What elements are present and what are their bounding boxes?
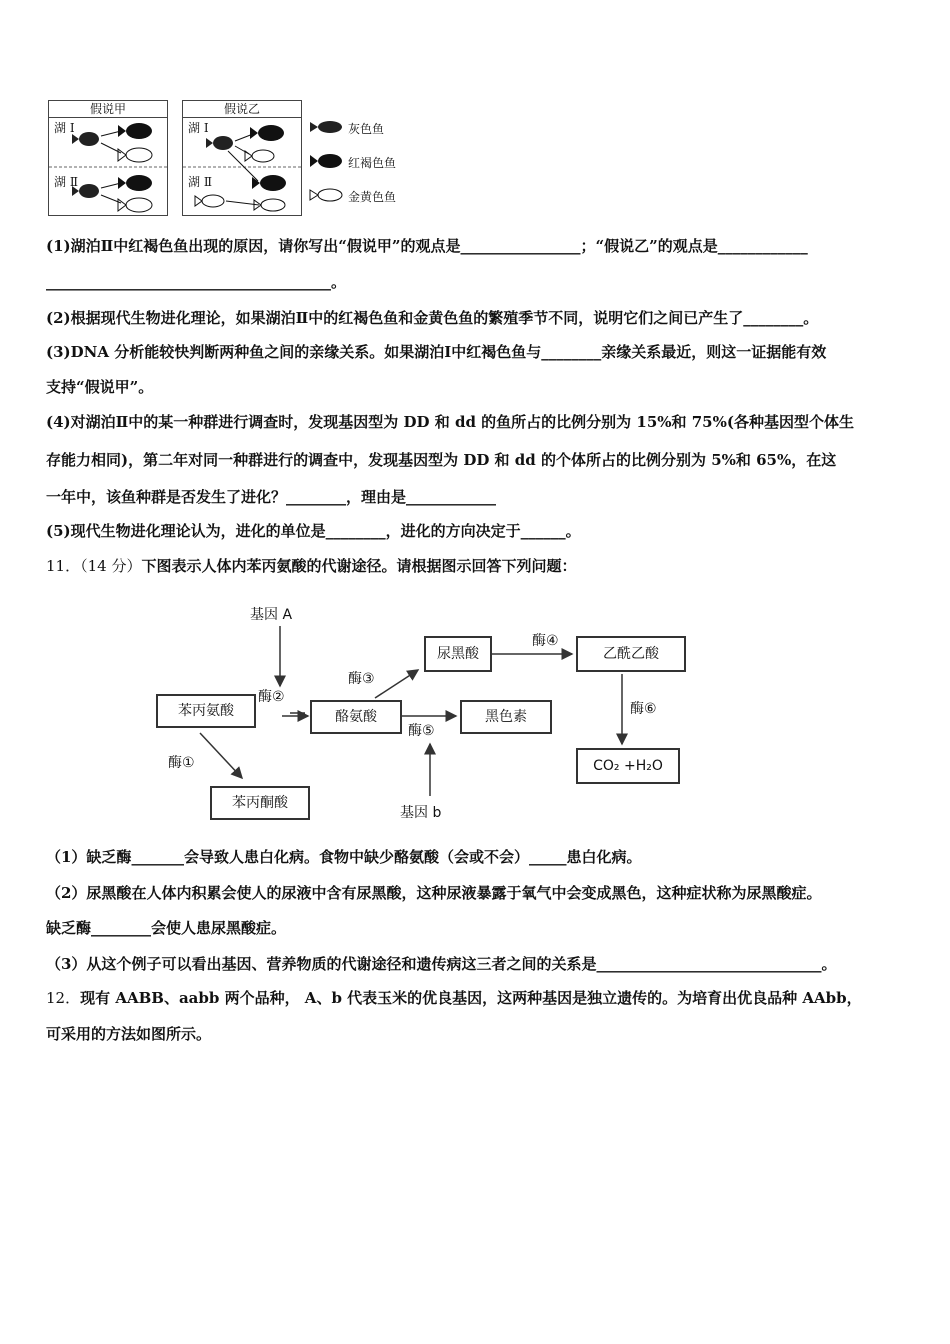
q11-part2-line-a: （2）尿黑酸在人体内积累会使人的尿液中含有尿黑酸，这种尿液暴露于氧气中会变成黑色，这种症状称为尿黑酸症。: [46, 884, 822, 902]
gene-b-label: 基因 b: [400, 805, 442, 821]
q12-text-a: 现有 AABB、aabb 两个品种， A、b 代表玉米的优良基因，这两种基因是独立遗传的。为培育出优良品种 AAbb，: [80, 989, 862, 1007]
golden-fish-icon: [245, 150, 274, 162]
red-brown-fish-icon: [310, 154, 342, 168]
enzyme-5-label: 酶⑤: [408, 723, 435, 739]
tyrosine-box: 酪氨酸: [310, 700, 402, 734]
hypothesis-b-title: 假说乙: [183, 101, 301, 118]
hypothesis-a-drawing: [49, 101, 167, 215]
q10-part4-line-c: 一年中，该鱼种群是否发生了进化？________，理由是____________: [46, 488, 497, 506]
legend-red-brown-fish: 红褐色鱼: [348, 156, 397, 170]
legend-gray-fish: 灰色鱼: [348, 122, 385, 136]
q10-part3-line-b: 支持“假说甲”。: [46, 378, 154, 396]
arrow-phe-to-ppa: [200, 733, 242, 778]
enzyme-3-label: 酶③: [348, 671, 375, 687]
hypothesis-b-panel: [182, 100, 302, 216]
enzyme-6-label: 酶⑥: [630, 701, 657, 717]
hypothesis-a-title: 假说甲: [49, 101, 167, 118]
gray-fish-icon: [72, 132, 99, 146]
golden-fish-icon: [310, 189, 342, 201]
q12-line-a: [46, 988, 862, 1008]
golden-fish-icon: [195, 195, 224, 207]
q11-part3: （3）从这个例子可以看出基因、营养物质的代谢途径和遗传病这三者之间的关系是______________________________。: [46, 955, 837, 973]
homogentisic-acid-box: 尿黑酸: [424, 636, 492, 672]
enzyme-2-label: 酶②: [258, 689, 285, 705]
q12-line-b: 可采用的方法如图所示。: [46, 1025, 212, 1043]
golden-fish-icon: [118, 198, 152, 212]
lake-2-label: 湖 Ⅱ: [188, 175, 212, 189]
red-brown-fish-icon: [118, 123, 152, 139]
co2-h2o-box: CO₂ +H₂O: [576, 748, 680, 784]
q11-part1: （1）缺乏酶_______会导致人患白化病。食物中缺少酪氨酸（会或不会）_____患白化病。: [46, 848, 642, 866]
q11-number: 11．（14 分）: [46, 557, 142, 575]
lake-1-label: 湖 Ⅰ: [188, 121, 209, 135]
phenylalanine-pathway-diagram: [150, 598, 710, 828]
gray-fish-icon: [72, 184, 99, 198]
melanin-box: 黑色素: [460, 700, 552, 734]
phenylalanine-box: 苯丙氨酸: [156, 694, 256, 728]
fish-hypothesis-figure: [48, 100, 428, 218]
arrow-tyr-to-hga: [375, 670, 418, 698]
gray-fish-icon: [310, 121, 342, 133]
q10-part1-line-b: ______________________________________。: [46, 273, 347, 291]
q10-part3-line-a: (3)DNA 分析能较快判断两种鱼之间的亲缘关系。如果湖泊Ⅰ中红褐色鱼与________亲缘关系最近，则这一证据能有效: [46, 343, 827, 361]
legend-icons: [306, 115, 346, 215]
q11-part2-line-b: 缺乏酶________会使人患尿黑酸症。: [46, 919, 287, 937]
gray-fish-icon: [206, 136, 233, 150]
q10-part5: (5)现代生物进化理论认为，进化的单位是________，进化的方向决定于______。: [46, 522, 581, 540]
lake-2-label: 湖 Ⅱ: [54, 175, 78, 189]
q10-part1-line-a: (1)湖泊Ⅱ中红褐色鱼出现的原因，请你写出“假说甲”的观点是________________；“假说乙”的观点是____________: [46, 237, 808, 255]
red-brown-fish-icon: [252, 175, 286, 191]
q11-stem: 下图表示人体内苯丙氨酸的代谢途径。请根据图示回答下列问题：: [141, 557, 577, 575]
lake-1-label: 湖 Ⅰ: [54, 121, 75, 135]
q10-part4-line-a: (4)对湖泊Ⅱ中的某一种群进行调查时，发现基因型为 DD 和 dd 的鱼所占的比例分别为 15%和 75%(各种基因型个体生: [46, 413, 854, 431]
legend-golden-fish: 金黄色鱼: [348, 190, 397, 204]
q10-part4-line-b: 存能力相同)，第二年对同一种群进行的调查中，发现基因型为 DD 和 dd 的个体所占的比例分别为 5%和 65%，在这: [46, 451, 837, 469]
enzyme-1-label: 酶①: [168, 755, 195, 771]
golden-fish-icon: [118, 148, 152, 162]
phenylpyruvic-acid-box: 苯丙酮酸: [210, 786, 310, 820]
q11-header: [46, 556, 576, 576]
gene-a-label: 基因 A: [250, 607, 293, 623]
enzyme-4-label: 酶④: [532, 633, 559, 649]
acetoacetic-acid-box: 乙酰乙酸: [576, 636, 686, 672]
red-brown-fish-icon: [118, 175, 152, 191]
hypothesis-a-panel: [48, 100, 168, 216]
q10-part2: (2)根据现代生物进化理论，如果湖泊Ⅱ中的红褐色鱼和金黄色鱼的繁殖季节不同，说明它们之间已产生了________。: [46, 309, 819, 327]
hypothesis-b-drawing: [183, 101, 301, 215]
q12-number: 12．: [46, 989, 81, 1007]
red-brown-fish-icon: [250, 125, 284, 141]
